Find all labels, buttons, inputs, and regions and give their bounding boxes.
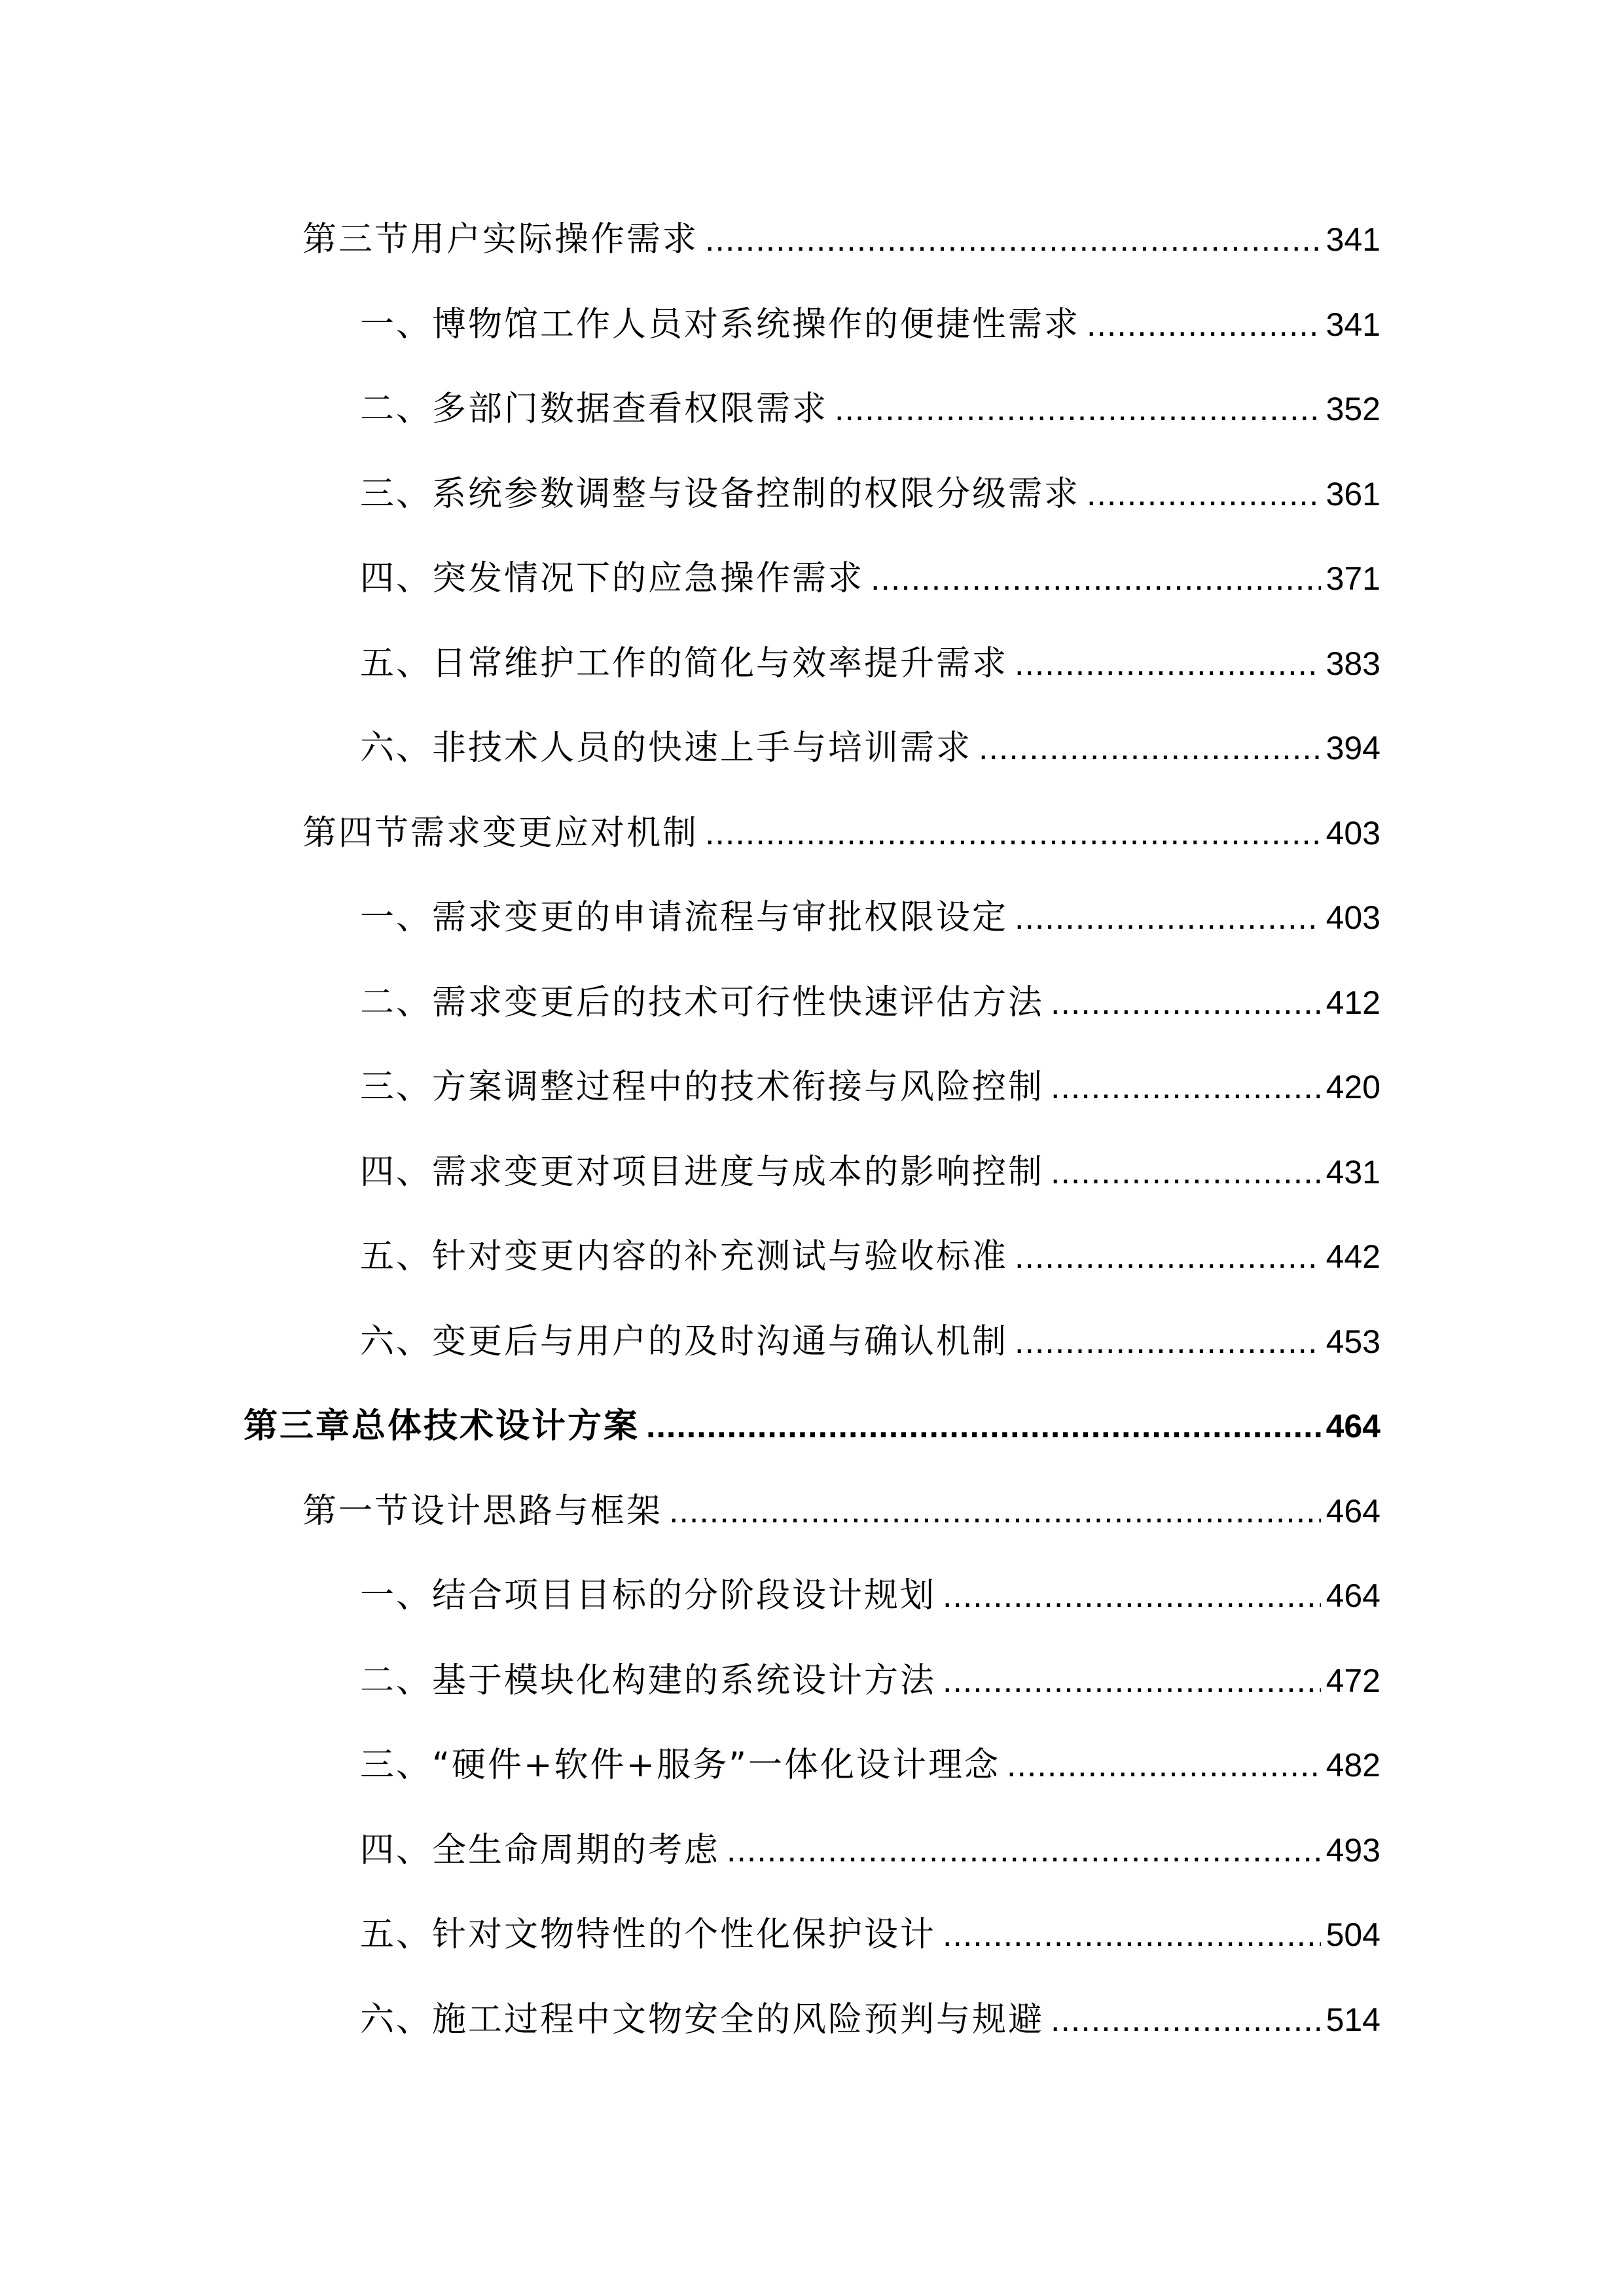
toc-page-number: 472	[1326, 1662, 1380, 1699]
toc-dot-leader	[1051, 977, 1321, 1029]
toc-dot-leader	[943, 1909, 1321, 1961]
toc-entry-title: 三、系统参数调整与设备控制的权限分级需求	[360, 475, 1081, 514]
toc-dot-leader	[705, 213, 1321, 266]
toc-entry[interactable]	[360, 1739, 1380, 1791]
toc-entry[interactable]	[360, 1824, 1380, 1876]
toc-entry-title: 一、需求变更的申请流程与审批权限设定	[360, 898, 1009, 937]
toc-entry-title: 四、需求变更对项目进度与成本的影响控制	[360, 1153, 1045, 1192]
toc-dot-leader	[705, 807, 1321, 859]
toc-entry[interactable]	[360, 552, 1380, 605]
toc-entry-chapter[interactable]	[244, 1400, 1380, 1452]
toc-page-number: 341	[1326, 306, 1380, 343]
toc-entry[interactable]	[360, 1994, 1380, 2046]
toc-entry[interactable]	[302, 807, 1380, 859]
toc-dot-leader	[1015, 1230, 1321, 1283]
toc-dot-leader	[835, 383, 1321, 435]
toc-dot-leader	[979, 722, 1321, 774]
toc-dot-leader	[727, 1824, 1321, 1876]
toc-entry-title: 二、基于模块化构建的系统设计方法	[360, 1661, 937, 1700]
toc-entry-title: 六、非技术人员的快速上手与培训需求	[360, 728, 973, 768]
toc-entry-title: 五、针对文物特性的个性化保护设计	[360, 1915, 937, 1954]
toc-entry-title: 三、方案调整过程中的技术衔接与风险控制	[360, 1067, 1045, 1107]
toc-entry[interactable]	[302, 213, 1380, 266]
toc-page-number: 361	[1326, 476, 1380, 512]
toc-entry-title: 六、变更后与用户的及时沟通与确认机制	[360, 1322, 1009, 1361]
toc-entry[interactable]	[302, 1485, 1380, 1537]
toc-entry-title: 第四节需求变更应对机制	[302, 814, 699, 853]
toc-dot-leader	[1051, 1061, 1321, 1113]
toc-entry-title: 四、突发情况下的应急操作需求	[360, 559, 865, 598]
toc-dot-leader	[1015, 891, 1321, 944]
toc-entry-title: 第三节用户实际操作需求	[302, 220, 699, 259]
toc-page-number: 464	[1326, 1577, 1380, 1614]
toc-entry[interactable]	[360, 298, 1380, 351]
toc-entry-title: 五、针对变更内容的补充测试与验收标准	[360, 1237, 1009, 1276]
toc-entry[interactable]	[360, 1061, 1380, 1113]
toc-page-number: 431	[1326, 1154, 1380, 1191]
toc-dot-leader	[1087, 298, 1321, 351]
toc-dot-leader	[943, 1570, 1321, 1622]
toc-dot-leader	[669, 1485, 1321, 1537]
toc-entry[interactable]	[360, 891, 1380, 944]
toc-entry[interactable]	[360, 1570, 1380, 1622]
toc-entry-title: 第一节设计思路与框架	[302, 1492, 663, 1531]
toc-entry-title: 三、“硬件+软件+服务”一体化设计理念	[360, 1746, 1001, 1785]
toc-entry-title: 一、博物馆工作人员对系统操作的便捷性需求	[360, 305, 1081, 344]
toc-entry[interactable]	[360, 1655, 1380, 1707]
toc-entry-title: 六、施工过程中文物安全的风险预判与规避	[360, 2000, 1045, 2039]
toc-entry-title: 四、全生命周期的考虑	[360, 1831, 721, 1870]
toc-dot-leader	[1051, 1146, 1321, 1198]
toc-entry[interactable]	[360, 1146, 1380, 1198]
toc-dot-leader	[1015, 1316, 1321, 1368]
toc-page-number: 371	[1326, 560, 1380, 597]
toc-page-number: 352	[1326, 391, 1380, 427]
toc-entry-title: 一、结合项目目标的分阶段设计规划	[360, 1576, 937, 1615]
toc-entry[interactable]	[360, 637, 1380, 690]
toc-page-number: 403	[1326, 815, 1380, 852]
toc-page-number: 442	[1326, 1238, 1380, 1275]
toc-page-number: 412	[1326, 984, 1380, 1021]
toc-page-number: 383	[1326, 645, 1380, 682]
toc-page-number: 403	[1326, 899, 1380, 936]
toc-entry[interactable]	[360, 722, 1380, 774]
toc-dot-leader	[646, 1400, 1321, 1452]
toc-dot-leader	[1087, 468, 1321, 520]
toc-entry[interactable]	[360, 468, 1380, 520]
toc-entry[interactable]	[360, 1230, 1380, 1283]
toc-dot-leader	[1015, 637, 1321, 690]
toc-dot-leader	[943, 1655, 1321, 1707]
toc-entry-title: 二、需求变更后的技术可行性快速评估方法	[360, 983, 1045, 1022]
toc-entry[interactable]	[360, 383, 1380, 435]
toc-entry-title: 五、日常维护工作的简化与效率提升需求	[360, 644, 1009, 683]
toc-page-number: 482	[1326, 1747, 1380, 1784]
toc-dot-leader	[1007, 1739, 1321, 1791]
toc-page-number: 514	[1326, 2001, 1380, 2038]
toc-page-number: 464	[1326, 1493, 1380, 1530]
toc-page-number: 464	[1326, 1408, 1380, 1444]
toc-page-number: 394	[1326, 730, 1380, 766]
toc-page-number: 453	[1326, 1323, 1380, 1360]
toc-dot-leader	[1051, 1994, 1321, 2046]
toc-entry-title: 第三章总体技术设计方案	[244, 1407, 640, 1446]
toc-page-number: 504	[1326, 1916, 1380, 1953]
toc-page-number: 341	[1326, 221, 1380, 258]
toc-page-number: 420	[1326, 1069, 1380, 1105]
toc-entry[interactable]	[360, 977, 1380, 1029]
toc-entry-title: 二、多部门数据查看权限需求	[360, 389, 829, 429]
toc-dot-leader	[871, 552, 1321, 605]
toc-entry[interactable]	[360, 1909, 1380, 1961]
toc-entry[interactable]	[360, 1316, 1380, 1368]
toc-page-number: 493	[1326, 1832, 1380, 1869]
